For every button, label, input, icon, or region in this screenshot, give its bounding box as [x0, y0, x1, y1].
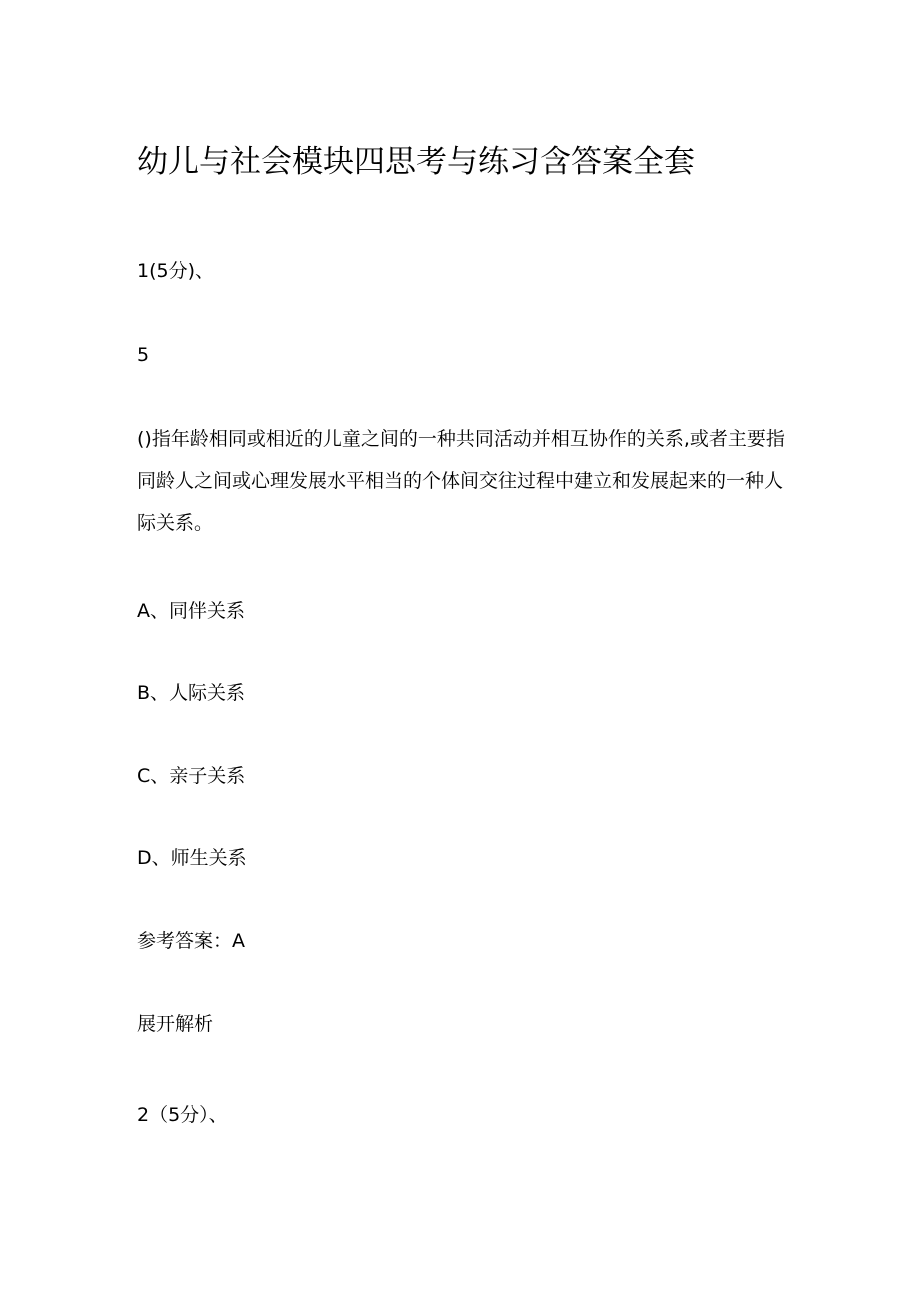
reference-answer: 参考答案：A — [137, 930, 245, 952]
option-b: B、人际关系 — [137, 682, 246, 704]
document-title: 幼儿与社会模块四思考与练习含答案全套 — [137, 144, 695, 180]
option-c: C、亲子关系 — [137, 765, 246, 787]
question-1-score: 5 — [137, 344, 150, 366]
expand-analysis-link[interactable]: 展开解析 — [137, 1013, 214, 1035]
question-1-header: 1(5分)、 — [137, 260, 215, 282]
option-a: A、同伴关系 — [137, 600, 245, 622]
question-2-header: 2（5分）、 — [137, 1104, 228, 1126]
question-1-stem: ()指年龄相同或相近的儿童之间的一种共同活动并相互协作的关系,或者主要指同龄人之间或心理发展水平相当的个体间交往过程中建立和发展起来的一种人际关系。 — [137, 428, 785, 534]
option-d: D、师生关系 — [137, 847, 247, 869]
